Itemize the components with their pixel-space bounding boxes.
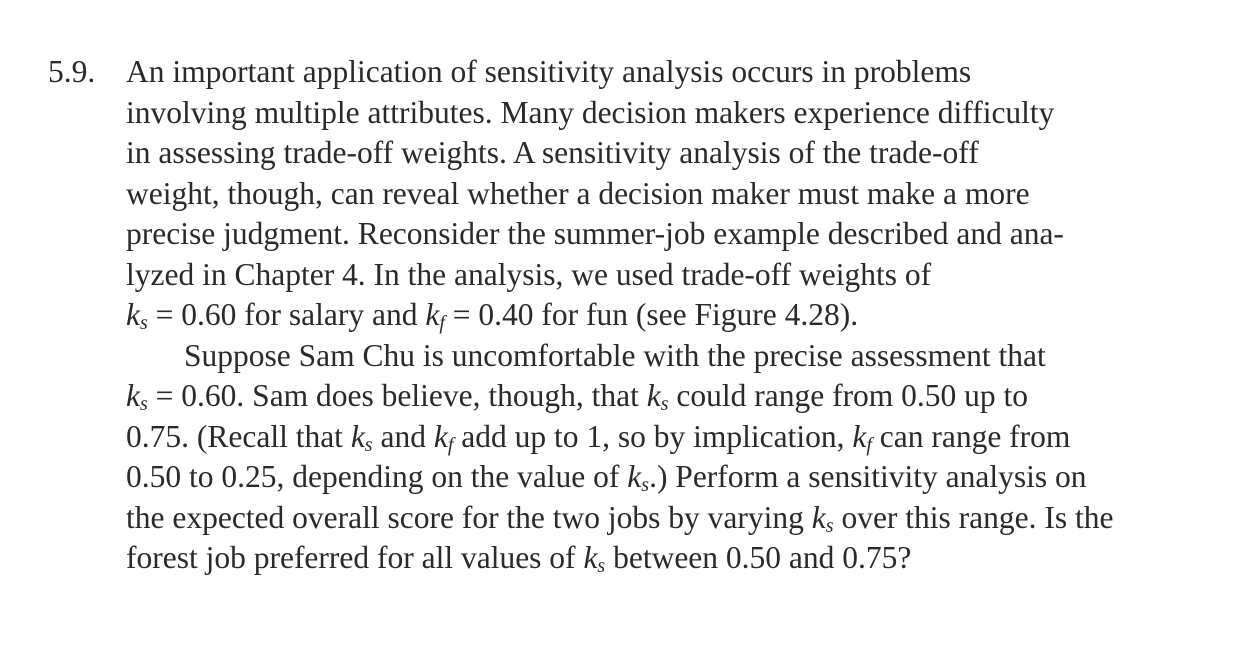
problem-line: Suppose Sam Chu is uncomfortable with the precise assessment that xyxy=(184,337,1046,373)
problem-line: 0.50 to 0.25, depending on the value of $k_s$.) Perform a sensitivity analysis on xyxy=(126,459,1087,496)
math-variable-k: $k_f$ xyxy=(425,297,445,334)
problem-line: $k_s = 0.60$. Sam does believe, though, that $k_s$ could range from 0.50 up to xyxy=(126,378,1029,415)
math-variable-k: $k_f$ xyxy=(852,418,872,456)
problem-line: involving multiple attributes. Many decision makers experience difficulty xyxy=(126,94,1055,130)
math-variable-k: $k_s$ xyxy=(811,499,834,537)
problem-line: 0.75. (Recall that $k_s$ and $k_f$ add up to 1, so by implication, $k_f$ can range from xyxy=(126,418,1071,456)
problem-body xyxy=(126,52,1206,579)
math-variable-k: $k_s$ xyxy=(627,459,650,496)
problem-line: the expected overall score for the two jobs by varying $k_s$ over this range. Is the xyxy=(126,499,1114,537)
problem-line: precise judgment. Reconsider the summer-job example described and ana- xyxy=(126,216,1064,251)
problem-line: weight, though, can reveal whether a decision maker must make a more xyxy=(126,175,1030,211)
math-variable-k: $k_s$ xyxy=(583,540,606,577)
math-variable-k: $k_s$ xyxy=(126,297,148,334)
problem-line: forest job preferred for all values of $k_s$ between 0.50 and 0.75? xyxy=(126,540,912,577)
problem-line: $k_s = 0.60$ for salary and $k_f = 0.40$ for fun (see Figure 4.28). xyxy=(126,297,859,334)
math-variable-k: $k_s$ xyxy=(126,378,148,415)
problem-line: in assessing trade-off weights. A sensitivity analysis of the trade-off xyxy=(126,135,979,170)
problem-line: An important application of sensitivity analysis occurs in problems xyxy=(126,54,972,89)
problem-number: 5.9. xyxy=(48,54,96,89)
math-variable-k: $k_s$ xyxy=(646,378,669,415)
problem-line: lyzed in Chapter 4. In the analysis, we used trade-off weights of xyxy=(126,256,932,292)
math-variable-k: $k_s$ xyxy=(350,418,373,456)
math-variable-k: $k_f$ xyxy=(433,418,454,456)
